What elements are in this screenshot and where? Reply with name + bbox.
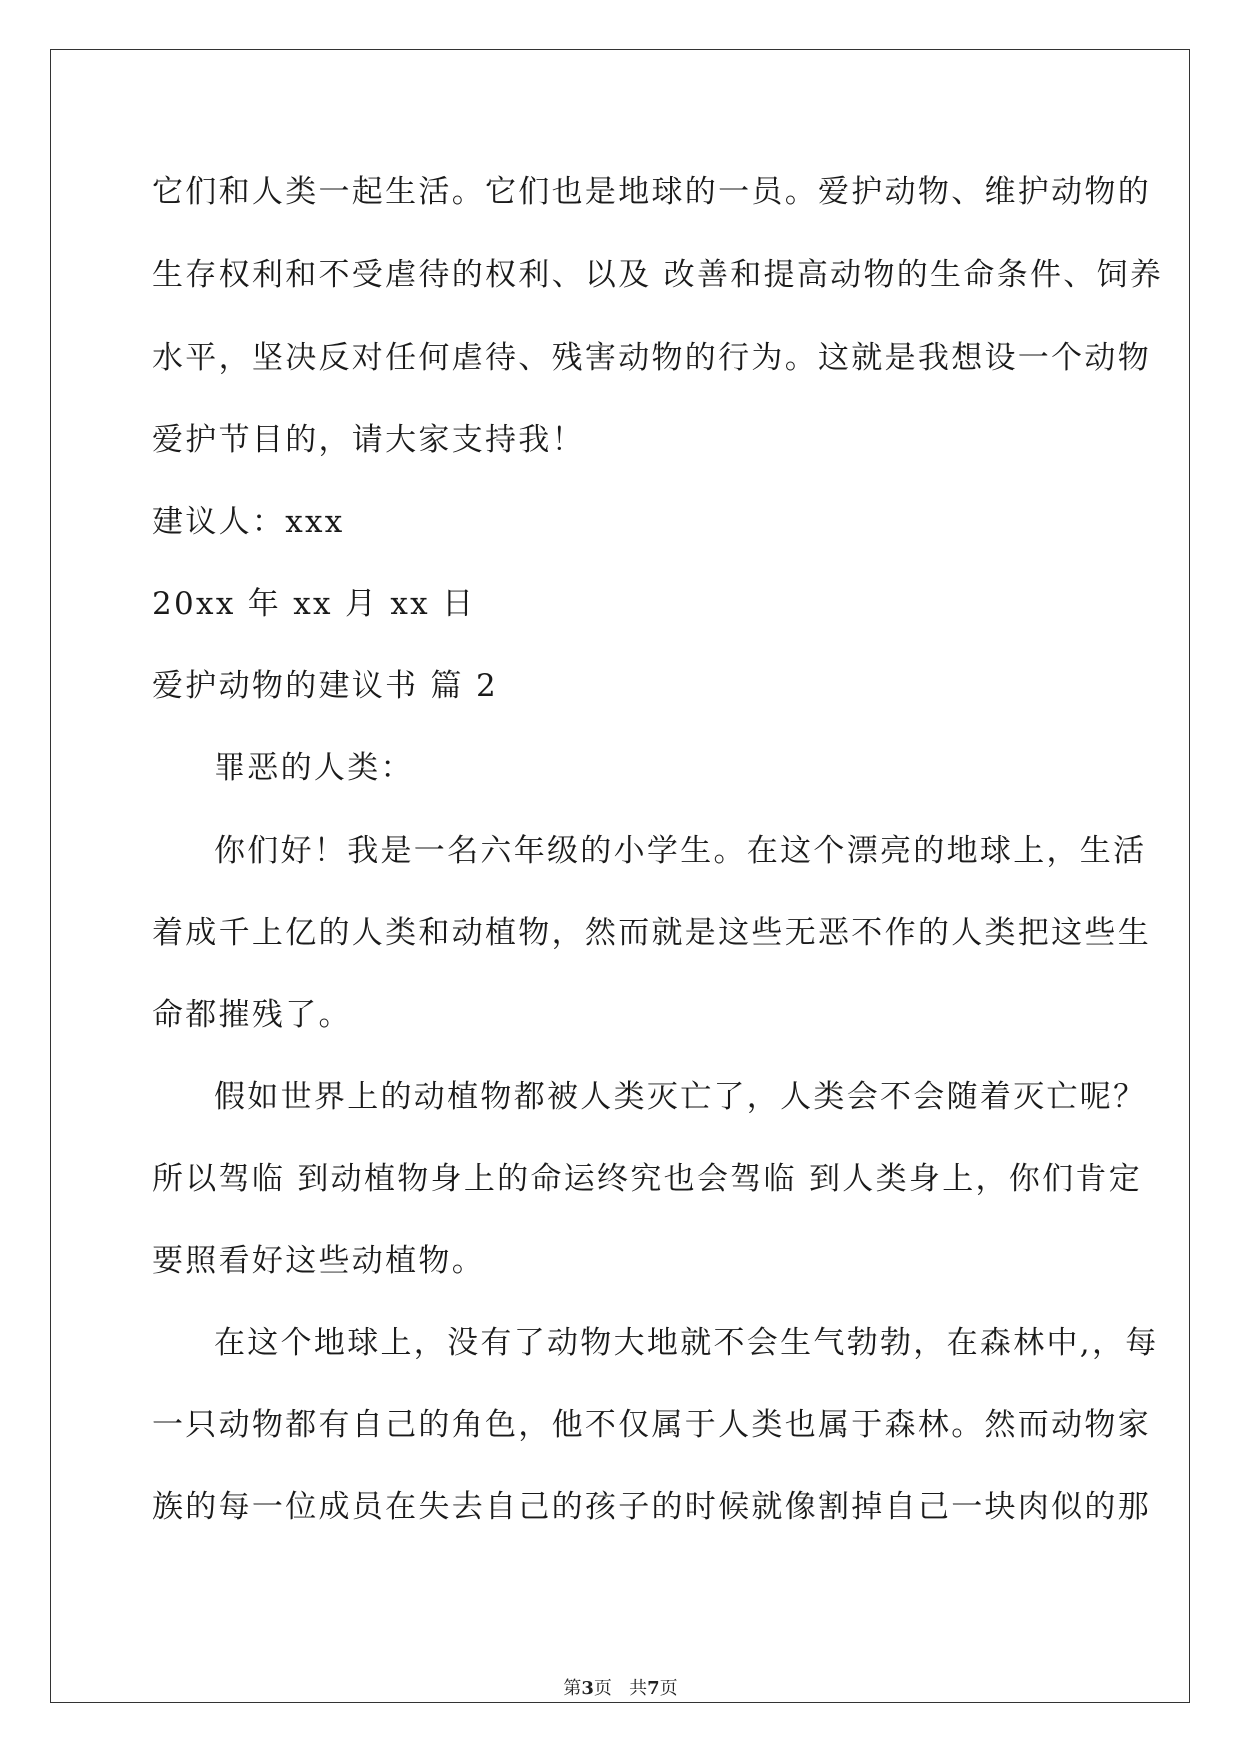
paragraph-line: 所以驾临 到动植物身上的命运终究也会驾临 到人类身上，你们肯定 — [152, 1161, 1143, 1197]
salutation: 罪恶的人类： — [214, 750, 414, 786]
paragraph-line: 要照看好这些动植物。 — [152, 1243, 485, 1279]
total-pages: 7 — [647, 1678, 660, 1699]
total-prefix: 共 — [629, 1678, 648, 1699]
date-line: 20xx 年 xx 月 xx 日 — [152, 586, 476, 622]
paragraph-line: 一只动物都有自己的角色，他不仅属于人类也属于森林。然而动物家 — [152, 1407, 1151, 1443]
page-border — [50, 49, 1190, 1703]
paragraph-line: 着成千上亿的人类和动植物，然而就是这些无恶不作的人类把这些生 — [152, 915, 1151, 951]
paragraph-line: 它们和人类一起生活。它们也是地球的一员。爱护动物、维护动物的 — [152, 174, 1151, 210]
total-suffix: 页 — [659, 1678, 678, 1699]
page-prefix: 第 — [563, 1678, 582, 1699]
page-number: 3 — [581, 1678, 594, 1699]
paragraph-line: 爱护节目的，请大家支持我！ — [152, 422, 585, 458]
paragraph-line: 你们好！我是一名六年级的小学生。在这个漂亮的地球上，生活 — [214, 833, 1147, 869]
paragraph-line: 族的每一位成员在失去自己的孩子的时候就像割掉自己一块肉似的那 — [152, 1489, 1151, 1525]
paragraph-line: 在这个地球上，没有了动物大地就不会生气勃勃，在森林中,，每 — [214, 1325, 1159, 1361]
paragraph-line: 假如世界上的动植物都被人类灭亡了，人类会不会随着灭亡呢？ — [214, 1079, 1147, 1115]
paragraph-line: 水平，坚决反对任何虐待、残害动物的行为。这就是我想设一个动物 — [152, 340, 1151, 376]
paragraph-line: 命都摧残了。 — [152, 997, 352, 1033]
section-heading: 爱护动物的建议书 篇 2 — [152, 668, 499, 704]
page-suffix: 页 — [593, 1678, 612, 1699]
paragraph-line: 生存权利和不受虐待的权利、以及 改善和提高动物的生命条件、饲养 — [152, 257, 1164, 293]
page-footer — [0, 1678, 1241, 1700]
proposer-line: 建议人：xxx — [152, 504, 345, 540]
